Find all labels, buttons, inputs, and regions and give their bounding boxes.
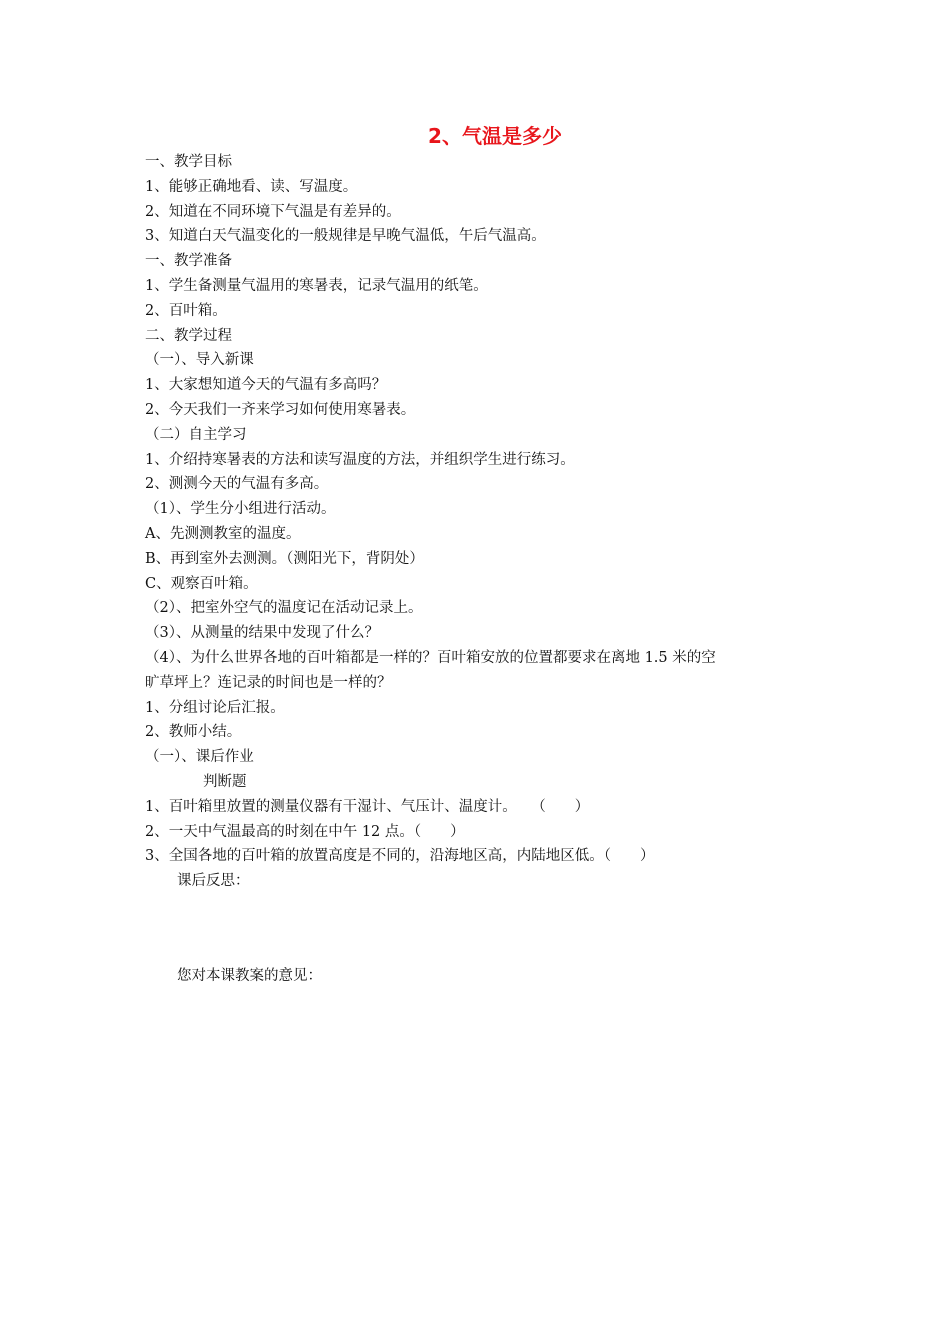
reflection-label: 课后反思： [177,873,250,890]
homework-question: 2、一天中气温最高的时刻在中午 12 点。（ ） [145,823,465,840]
process-item: 2、教师小结。 [145,724,242,741]
feedback-label: 您对本课教案的意见： [177,967,322,984]
preparation-item: 2、百叶箱。 [145,302,227,319]
process-item: 2、今天我们一齐来学习如何使用寒暑表。 [145,401,416,418]
section-heading-preparation: 一、教学准备 [145,253,232,270]
subsection-heading-homework: （一）、课后作业 [145,749,254,766]
activity-step: B、再到室外去测测。（测阳光下，背阴处） [145,550,424,567]
homework-question: 1、百叶箱里放置的测量仪器有干湿计、气压计、温度计。 （ ） [145,798,590,815]
subsection-heading-intro: （一）、导入新课 [145,352,254,369]
objective-item: 1、能够正确地看、读、写温度。 [145,178,358,195]
activity-step: C、观察百叶箱。 [145,575,258,592]
homework-question: 3、全国各地的百叶箱的放置高度是不同的，沿海地区高，内陆地区低。（ ） [145,848,655,865]
preparation-item: 1、学生备测量气温用的寒暑表，记录气温用的纸笔。 [145,277,488,294]
activity-item: （2）、把室外空气的温度记在活动记录上。 [145,600,423,617]
activity-item: （1）、学生分小组进行活动。 [145,501,336,518]
activity-item-continuation: 旷草坪上？连记录的时间也是一样的？ [145,674,392,691]
section-heading-objectives: 一、教学目标 [145,154,232,170]
activity-step: A、先测测教室的温度。 [145,525,301,542]
homework-type-label: 判断题 [203,773,247,790]
activity-item: （4）、为什么世界各地的百叶箱都是一样的？百叶箱安放的位置都要求在离地 1.5 米的空 [145,649,716,666]
section-heading-process: 二、教学过程 [145,327,232,344]
process-item: 1、介绍持寒暑表的方法和读写温度的方法，并组织学生进行练习。 [145,451,575,468]
process-item: 2、测测今天的气温有多高。 [145,476,329,493]
subsection-heading-self-study: （二）自主学习 [145,426,247,443]
process-item: 1、大家想知道今天的气温有多高吗？ [145,377,387,394]
blank-space [145,894,825,964]
document-body [145,150,825,989]
objective-item: 2、知道在不同环境下气温是有差异的。 [145,203,401,220]
process-item: 1、分组讨论后汇报。 [145,699,285,716]
objective-item: 3、知道白天气温变化的一般规律是早晚气温低，午后气温高。 [145,228,546,245]
page-title: 2、气温是多少 [428,124,562,148]
activity-item: （3）、从测量的结果中发现了什么？ [145,625,379,642]
